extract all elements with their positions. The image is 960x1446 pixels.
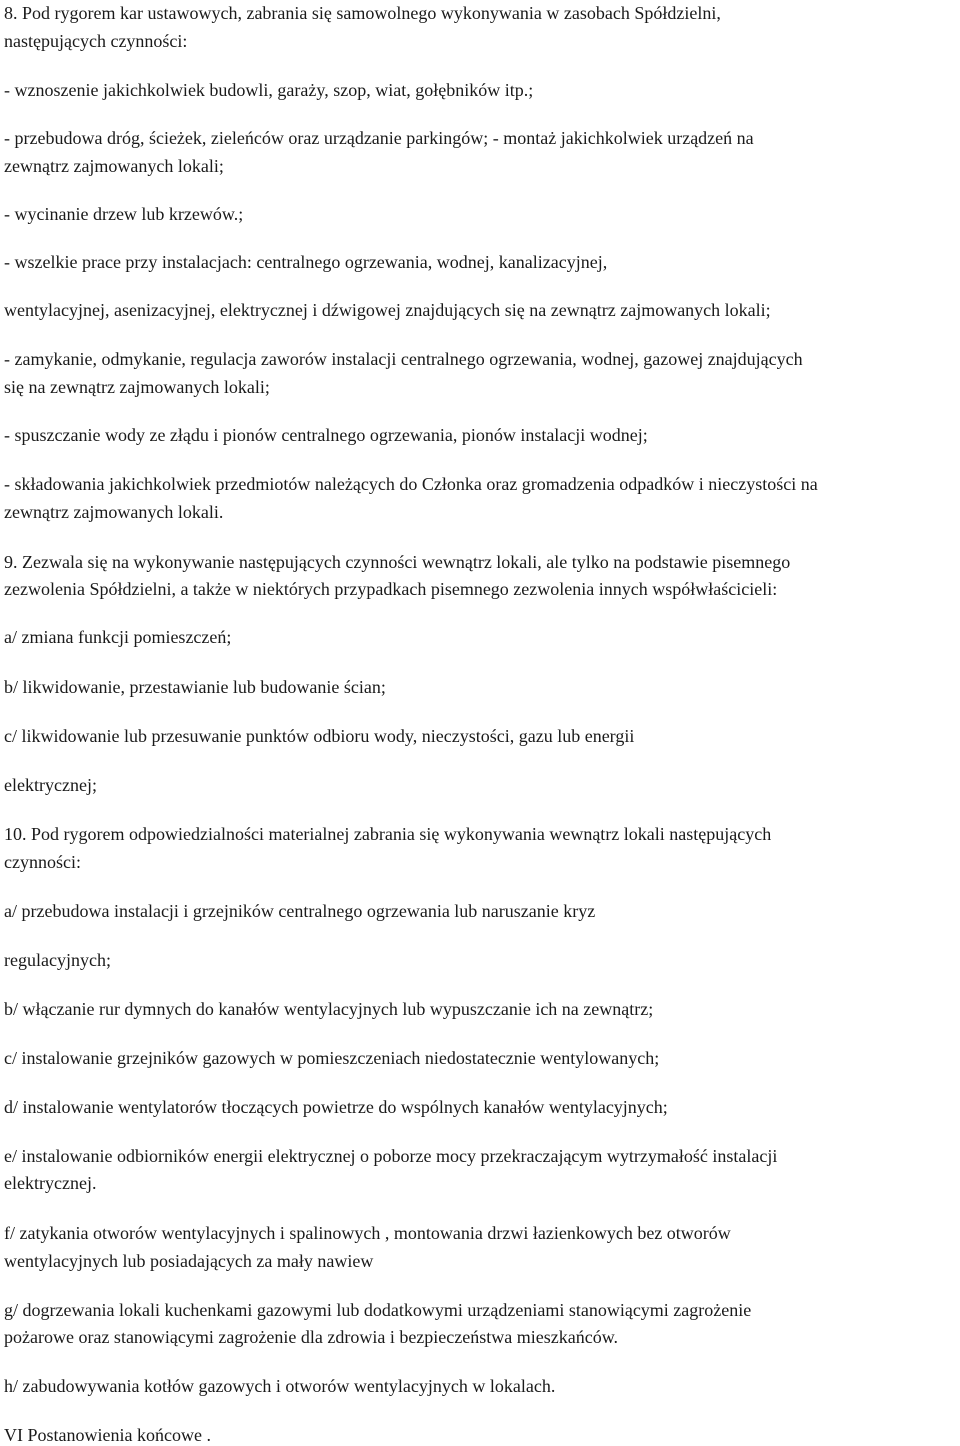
text-line: d/ instalowanie wentylatorów tłoczących powietrze do wspólnych kanałów wentylacyjnych; xyxy=(4,1097,668,1117)
text-line: b/ włączanie rur dymnych do kanałów wentylacyjnych lub wypuszczanie ich na zewnątrz; xyxy=(4,999,654,1019)
text-line: g/ dogrzewania lokali kuchenkami gazowymi lub dodatkowymi urządzeniami stanowiącymi zagrożenie xyxy=(4,1300,752,1320)
text-line: 10. Pod rygorem odpowiedzialności materialnej zabrania się wykonywania wewnątrz lokali następujących xyxy=(4,824,772,844)
text-line: zewnątrz zajmowanych lokali; xyxy=(4,156,224,176)
text-line: elektrycznej; xyxy=(4,775,97,795)
text-line: e/ instalowanie odbiorników energii elektrycznej o poborze mocy przekraczającym wytrzymałość instalacji xyxy=(4,1146,778,1166)
text-line: czynności: xyxy=(4,852,81,872)
text-line: - spuszczanie wody ze złądu i pionów centralnego ogrzewania, pionów instalacji wodnej; xyxy=(4,425,648,445)
text-line: regulacyjnych; xyxy=(4,950,111,970)
text-line: wentylacyjnych lub posiadających za mały nawiew xyxy=(4,1251,374,1271)
text-line: a/ zmiana funkcji pomieszczeń; xyxy=(4,627,232,647)
text-line: c/ likwidowanie lub przesuwanie punktów odbioru wody, nieczystości, gazu lub energii xyxy=(4,726,635,746)
text-line: - zamykanie, odmykanie, regulacja zaworów instalacji centralnego ogrzewania, wodnej, gazowej znajdujących xyxy=(4,349,803,369)
text-line: h/ zabudowywania kotłów gazowych i otworów wentylacyjnych w lokalach. xyxy=(4,1376,556,1396)
text-line: następujących czynności: xyxy=(4,31,188,51)
text-line: 8. Pod rygorem kar ustawowych, zabrania się samowolnego wykonywania w zasobach Spółdzielni, xyxy=(4,3,721,23)
text-line: - wszelkie prace przy instalacjach: centralnego ogrzewania, wodnej, kanalizacyjnej, xyxy=(4,252,608,272)
text-line: - wznoszenie jakichkolwiek budowli, garaży, szop, wiat, gołębników itp.; xyxy=(4,80,534,100)
section-heading: VI Postanowienia końcowe . xyxy=(4,1425,211,1445)
text-line: wentylacyjnej, asenizacyjnej, elektrycznej i dźwigowej znajdujących się na zewnątrz zajmowanych lokali; xyxy=(4,300,771,320)
text-line: - wycinanie drzew lub krzewów.; xyxy=(4,204,244,224)
text-line: się na zewnątrz zajmowanych lokali; xyxy=(4,377,270,397)
text-line: - przebudowa dróg, ścieżek, zieleńców oraz urządzanie parkingów; - montaż jakichkolwiek urządzeń na xyxy=(4,128,754,148)
text-line: f/ zatykania otworów wentylacyjnych i spalinowych , montowania drzwi łazienkowych bez otworów xyxy=(4,1223,731,1243)
text-line: c/ instalowanie grzejników gazowych w pomieszczeniach niedostatecznie wentylowanych; xyxy=(4,1048,660,1068)
text-line: a/ przebudowa instalacji i grzejników centralnego ogrzewania lub naruszanie kryz xyxy=(4,901,596,921)
text-line: pożarowe oraz stanowiącymi zagrożenie dla zdrowia i bezpieczeństwa mieszkańców. xyxy=(4,1327,619,1347)
text-line: elektrycznej. xyxy=(4,1173,97,1193)
text-line: zezwolenia Spółdzielni, a także w niektórych przypadkach pisemnego zezwolenia innych współwłaścicieli: xyxy=(4,579,778,599)
text-line: 9. Zezwala się na wykonywanie następujących czynności wewnątrz lokali, ale tylko na podstawie pisemnego xyxy=(4,552,791,572)
text-line: b/ likwidowanie, przestawianie lub budowanie ścian; xyxy=(4,677,386,697)
text-line: zewnątrz zajmowanych lokali. xyxy=(4,502,224,522)
text-line: - składowania jakichkolwiek przedmiotów należących do Członka oraz gromadzenia odpadków i nieczystości na xyxy=(4,474,818,494)
